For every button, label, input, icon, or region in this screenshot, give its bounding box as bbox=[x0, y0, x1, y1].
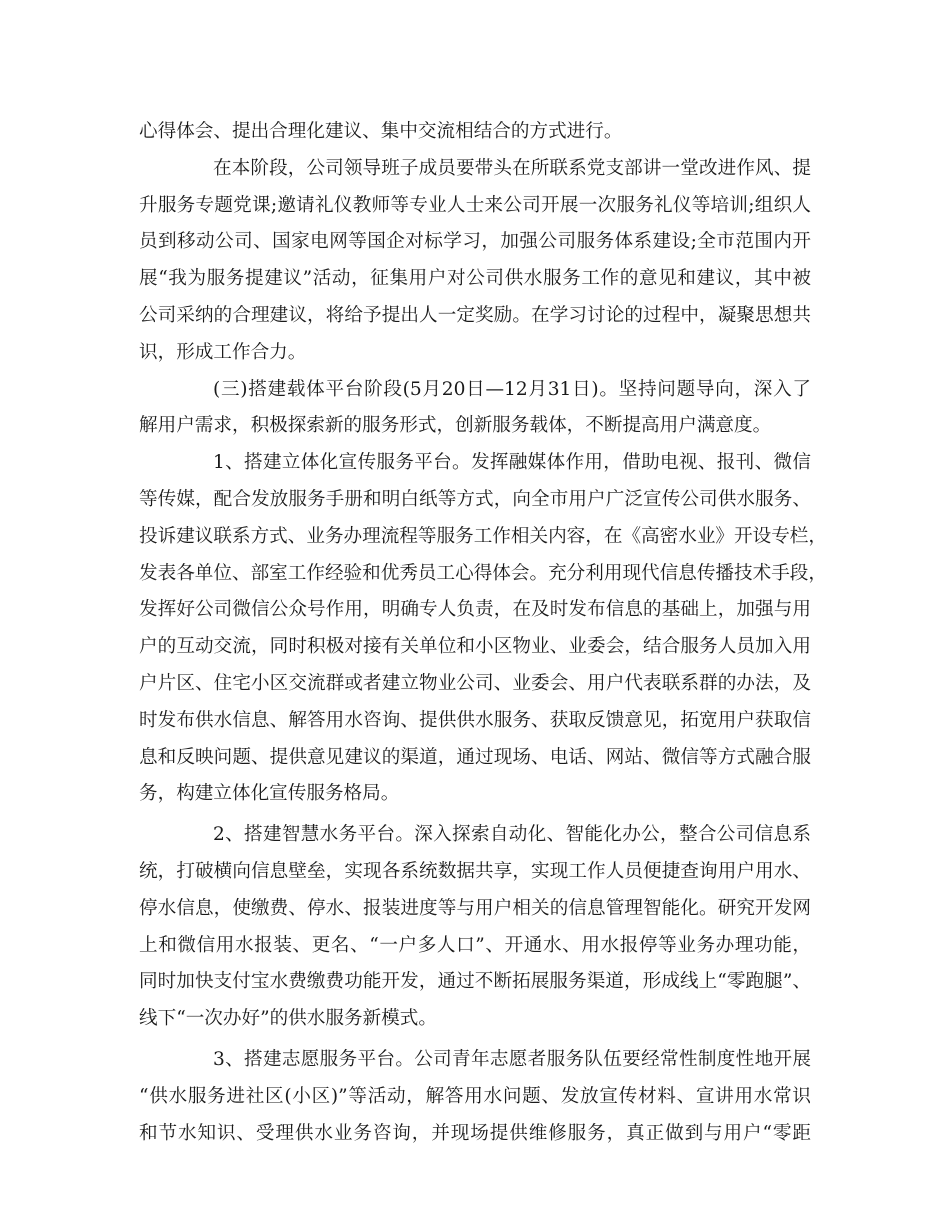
text-line: (三)搭建载体平台阶段(5月20日—12月31日)。坚持问题导向，深入了 bbox=[213, 378, 811, 400]
text-line: 息和反映问题、提供意见建议的渠道，通过现场、电话、网站、微信等方式融合服 bbox=[139, 746, 811, 768]
text-line: 时发布供水信息、解答用水咨询、提供供水服务、获取反馈意见，拓宽用户获取信 bbox=[139, 709, 811, 731]
paragraph-continuation bbox=[139, 114, 811, 151]
text-line: 统，打破横向信息壁垒，实现各系统数据共享，实现工作人员便捷查询用户用水、 bbox=[139, 860, 811, 882]
text-line: 上和微信用水报装、更名、“一户多人口”、开通水、用水报停等业务办理功能， bbox=[139, 934, 811, 956]
text-line: 展“我为服务提建议”活动，征集用户对公司供水服务工作的意见和建议，其中被 bbox=[139, 268, 811, 290]
paragraph-leadership-stage bbox=[139, 151, 811, 372]
text-line: 3、搭建志愿服务平台。公司青年志愿者服务队伍要经常性制度性地开展 bbox=[213, 1048, 811, 1070]
text-line: 升服务专题党课;邀请礼仪教师等专业人士来公司开展一次服务礼仪等培训;组织人 bbox=[139, 194, 811, 216]
document-body bbox=[139, 114, 827, 1152]
text-line: 务，构建立体化宣传服务格局。 bbox=[139, 783, 400, 805]
text-line: 和节水知识、受理供水业务咨询，并现场提供维修服务，真正做到与用户“零距 bbox=[139, 1122, 811, 1144]
text-line: 员到移动公司、国家电网等国企对标学习，加强公司服务体系建设;全市范围内开 bbox=[139, 231, 811, 253]
text-line: 等传媒，配合发放服务手册和明白纸等方式，向全市用户广泛宣传公司供水服务、 bbox=[139, 488, 811, 510]
text-line: 投诉建议联系方式、业务办理流程等服务工作相关内容，在《高密水业》开设专栏， bbox=[139, 525, 827, 547]
text-line: 线下“一次办好”的供水服务新模式。 bbox=[139, 1008, 437, 1030]
paragraph-item-2 bbox=[139, 817, 811, 1038]
text-line: 在本阶段，公司领导班子成员要带头在所联系党支部讲一堂改进作风、提 bbox=[213, 157, 811, 179]
paragraph-item-1 bbox=[139, 445, 827, 813]
text-line: 识，形成工作合力。 bbox=[139, 341, 307, 363]
text-line: 发表各单位、部室工作经验和优秀员工心得体会。充分利用现代信息传播技术手段， bbox=[139, 562, 827, 584]
text-line: 同时加快支付宝水费缴费功能开发，通过不断拓展服务渠道，形成线上“零跑腿”、 bbox=[139, 971, 811, 993]
text-line: 公司采纳的合理建议，将给予提出人一定奖励。在学习讨论的过程中，凝聚思想共 bbox=[139, 304, 811, 326]
text-line: “供水服务进社区(小区)”等活动，解答用水问题、发放宣传材料、宣讲用水常识 bbox=[139, 1085, 811, 1107]
text-line: 户的互动交流，同时积极对接有关单位和小区物业、业委会，结合服务人员加入用 bbox=[139, 636, 811, 658]
text-line: 停水信息，使缴费、停水、报装进度等与用户相关的信息管理智能化。研究开发网 bbox=[139, 897, 811, 919]
text-line: 解用户需求，积极探索新的服务形式，创新服务载体，不断提高用户满意度。 bbox=[139, 415, 772, 437]
paragraph-item-3 bbox=[139, 1042, 811, 1152]
text-line: 户片区、住宅小区交流群或者建立物业公司、业委会、用户代表联系群的办法，及 bbox=[139, 672, 811, 694]
text-line: 2、搭建智慧水务平台。深入探索自动化、智能化办公，整合公司信息系 bbox=[213, 824, 811, 846]
text-line: 心得体会、提出合理化建议、集中交流相结合的方式进行。 bbox=[139, 121, 623, 142]
paragraph-platform-stage bbox=[139, 372, 811, 446]
text-line: 1、搭建立体化宣传服务平台。发挥融媒体作用，借助电视、报刊、微信 bbox=[213, 452, 811, 474]
text-line: 发挥好公司微信公众号作用，明确专人负责，在及时发布信息的基础上，加强与用 bbox=[139, 599, 811, 621]
